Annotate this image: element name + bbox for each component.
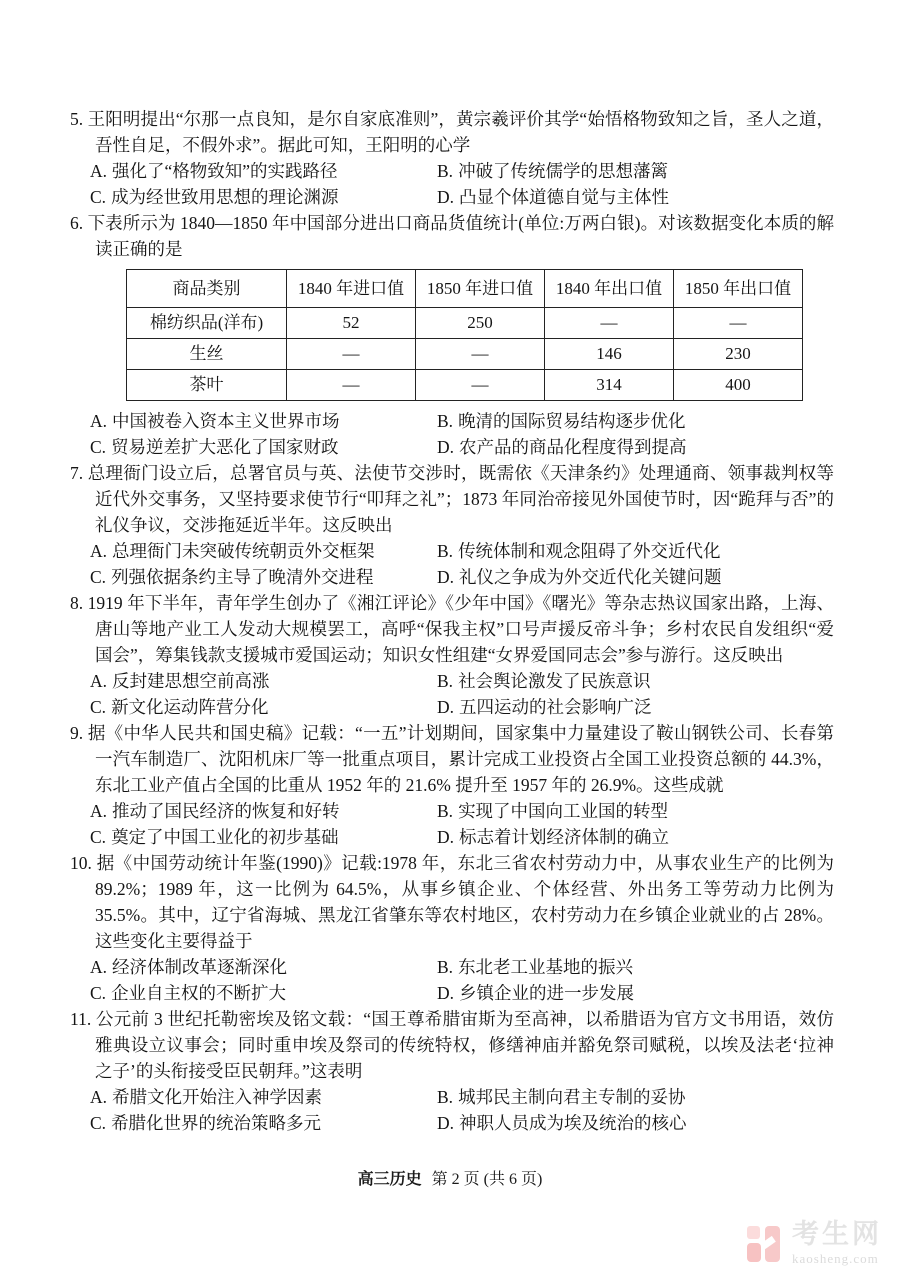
option-row xyxy=(70,408,834,434)
question-stem-text: 据《中国劳动统计年鉴(1990)》记载:1978 年，东北三省农村劳动力中，从事农业生产的比例为 89.2%；1989 年，这一比例为 64.5%，从事乡镇企业、个体经营、外出务工等劳动力比例为 35.5%。其中，辽宁省海城、黑龙江省肇东等农村地区，农村劳动力在乡镇企业就业的占 28%。这些变化主要得益于 xyxy=(95,853,835,951)
option-d xyxy=(437,1110,834,1136)
option-text: 晚清的国际贸易结构逐步优化 xyxy=(458,411,686,431)
option-label: D. xyxy=(437,437,455,457)
option-text: 中国被卷入资本主义世界市场 xyxy=(112,411,340,431)
question-8 xyxy=(70,590,834,720)
watermark-text xyxy=(792,1221,882,1265)
option-text: 神职人员成为埃及统治的核心 xyxy=(459,1113,687,1133)
option-label: D. xyxy=(437,567,455,587)
option-text: 推动了国民经济的恢复和好转 xyxy=(112,801,340,821)
question-9 xyxy=(70,720,834,850)
option-label: C. xyxy=(90,567,107,587)
option-text: 社会舆论激发了民族意识 xyxy=(458,671,651,691)
option-text: 总理衙门未突破传统朝贡外交框架 xyxy=(112,541,375,561)
question-6 xyxy=(70,210,834,460)
option-text: 反封建思想空前高涨 xyxy=(112,671,270,691)
question-stem xyxy=(70,720,834,798)
option-a xyxy=(90,954,437,980)
option-c xyxy=(90,564,437,590)
option-text: 奠定了中国工业化的初步基础 xyxy=(111,827,339,847)
option-label: A. xyxy=(90,541,108,561)
option-text: 企业自主权的不断扩大 xyxy=(111,983,287,1003)
option-c xyxy=(90,824,437,850)
table-row xyxy=(127,339,803,370)
option-label: D. xyxy=(437,827,455,847)
table-header-cell: 1850 年出口值 xyxy=(674,270,803,308)
option-text: 凸显个体道德自觉与主体性 xyxy=(459,187,670,207)
table-cell: 茶叶 xyxy=(127,370,287,401)
option-label: C. xyxy=(90,1113,107,1133)
option-text: 农产品的商品化程度得到提高 xyxy=(459,437,687,457)
option-text: 列强依据条约主导了晚清外交进程 xyxy=(111,567,374,587)
option-b xyxy=(437,1084,834,1110)
option-row xyxy=(70,954,834,980)
option-d xyxy=(437,184,834,210)
option-row xyxy=(70,824,834,850)
table-header-cell: 1850 年进口值 xyxy=(416,270,545,308)
option-text: 礼仪之争成为外交近代化关键问题 xyxy=(459,567,722,587)
trade-statistics-table xyxy=(126,269,803,401)
option-label: B. xyxy=(437,541,454,561)
option-b xyxy=(437,538,834,564)
option-label: A. xyxy=(90,161,108,181)
kaosheng-logo-icon xyxy=(747,1222,783,1264)
question-number: 5. xyxy=(70,109,84,129)
watermark-brand: 考生网 xyxy=(792,1219,882,1249)
option-a xyxy=(90,158,437,184)
option-text: 强化了“格物致知”的实践路径 xyxy=(112,161,338,181)
option-row xyxy=(70,538,834,564)
question-stem xyxy=(70,210,834,262)
option-d xyxy=(437,824,834,850)
option-d xyxy=(437,980,834,1006)
option-text: 标志着计划经济体制的确立 xyxy=(459,827,670,847)
option-label: C. xyxy=(90,827,107,847)
question-stem-text: 公元前 3 世纪托勒密埃及铭文载：“国王尊希腊宙斯为至高神，以希腊语为官方文书用语，效仿雅典设立议事会；同时重申埃及祭司的传统特权，修缮神庙并豁免祭司赋税，以埃及法老‘拉神之子’的头衔接受臣民朝拜。”这表明 xyxy=(95,1009,835,1081)
option-text: 冲破了传统儒学的思想藩篱 xyxy=(458,161,669,181)
table-cell: 314 xyxy=(545,370,674,401)
option-row xyxy=(70,1084,834,1110)
question-stem xyxy=(70,850,834,954)
option-d xyxy=(437,694,834,720)
table-cell: 146 xyxy=(545,339,674,370)
option-b xyxy=(437,798,834,824)
option-text: 新文化运动阵营分化 xyxy=(111,697,269,717)
option-text: 希腊化世界的统治策略多元 xyxy=(111,1113,322,1133)
option-label: B. xyxy=(437,1087,454,1107)
question-number: 9. xyxy=(70,723,84,743)
option-row xyxy=(70,434,834,460)
table-cell: 生丝 xyxy=(127,339,287,370)
option-row xyxy=(70,564,834,590)
option-d xyxy=(437,564,834,590)
option-label: B. xyxy=(437,411,454,431)
option-c xyxy=(90,184,437,210)
question-stem xyxy=(70,106,834,158)
table-cell: — xyxy=(416,370,545,401)
option-label: C. xyxy=(90,437,107,457)
table-header-cell: 1840 年出口值 xyxy=(545,270,674,308)
option-text: 五四运动的社会影响广泛 xyxy=(459,697,652,717)
question-stem-text: 1919 年下半年，青年学生创办了《湘江评论》《少年中国》《曙光》等杂志热议国家出路，上海、唐山等地产业工人发动大规模罢工，高呼“保我主权”口号声援反帝斗争；乡村农民自发组织“爱国会”，筹集钱款支援城市爱国运动；知识女性组建“女界爱国同志会”参与游行。这反映出 xyxy=(87,593,834,665)
question-5 xyxy=(70,106,834,210)
option-label: D. xyxy=(437,187,455,207)
option-text: 实现了中国向工业国的转型 xyxy=(458,801,669,821)
table-cell: — xyxy=(674,308,803,339)
option-a xyxy=(90,408,437,434)
option-label: B. xyxy=(437,801,454,821)
table-header-cell: 商品类别 xyxy=(127,270,287,308)
option-text: 成为经世致用思想的理论渊源 xyxy=(111,187,339,207)
option-text: 贸易逆差扩大恶化了国家财政 xyxy=(111,437,339,457)
option-label: A. xyxy=(90,411,108,431)
question-stem xyxy=(70,460,834,538)
question-11 xyxy=(70,1006,834,1136)
question-stem-text: 王阳明提出“尔那一点良知，是尔自家底准则”，黄宗羲评价其学“始悟格物致知之旨，圣人之道，吾性自足，不假外求”。据此可知，王阳明的心学 xyxy=(87,109,834,155)
option-text: 经济体制改革逐渐深化 xyxy=(112,957,288,977)
option-text: 希腊文化开始注入神学因素 xyxy=(112,1087,323,1107)
footer-page-number: 第 2 页 (共 6 页) xyxy=(431,1171,543,1188)
question-stem-text: 总理衙门设立后，总署官员与英、法使节交涉时，既需依《天津条约》处理通商、领事裁判权等近代外交事务，又坚持要求使节行“叩拜之礼”；1873 年同治帝接见外国使节时，因“跪拜与否”的礼仪争议，交涉拖延近半年。这反映出 xyxy=(87,463,835,535)
question-10 xyxy=(70,850,834,1006)
option-label: A. xyxy=(90,671,108,691)
option-label: D. xyxy=(437,983,455,1003)
option-c xyxy=(90,1110,437,1136)
option-b xyxy=(437,668,834,694)
table-row xyxy=(127,370,803,401)
option-label: B. xyxy=(437,957,454,977)
option-c xyxy=(90,980,437,1006)
option-label: C. xyxy=(90,187,107,207)
table-row xyxy=(127,308,803,339)
option-a xyxy=(90,798,437,824)
question-number: 6. xyxy=(70,213,84,233)
question-stem xyxy=(70,590,834,668)
watermark-url: kaosheng.com xyxy=(792,1251,879,1266)
option-row xyxy=(70,184,834,210)
table-cell: 400 xyxy=(674,370,803,401)
option-label: D. xyxy=(437,1113,455,1133)
option-row xyxy=(70,158,834,184)
option-a xyxy=(90,1084,437,1110)
option-text: 城邦民主制向君主专制的妥协 xyxy=(458,1087,686,1107)
table-cell: — xyxy=(416,339,545,370)
option-text: 乡镇企业的进一步发展 xyxy=(459,983,635,1003)
table-header-cell: 1840 年进口值 xyxy=(287,270,416,308)
option-a xyxy=(90,668,437,694)
option-d xyxy=(437,434,834,460)
option-c xyxy=(90,694,437,720)
option-row xyxy=(70,1110,834,1136)
option-text: 东北老工业基地的振兴 xyxy=(458,957,634,977)
option-b xyxy=(437,408,834,434)
option-label: C. xyxy=(90,697,107,717)
table-cell: — xyxy=(545,308,674,339)
question-number: 11. xyxy=(70,1009,92,1029)
footer-subject-label: 高三历史 xyxy=(357,1171,422,1188)
option-label: C. xyxy=(90,983,107,1003)
option-row xyxy=(70,694,834,720)
table-cell: 230 xyxy=(674,339,803,370)
option-row xyxy=(70,980,834,1006)
question-stem xyxy=(70,1006,834,1084)
question-stem-text: 据《中华人民共和国史稿》记载：“一五”计划期间，国家集中力量建设了鞍山钢铁公司、长春第一汽车制造厂、沈阳机床厂等一批重点项目，累计完成工业投资占全国工业投资总额的 44.3%，东北工业产值占全国的比重从 1952 年的 21.6% 提升至 1957 年的 26.9%。这些成就 xyxy=(87,723,834,795)
table-cell: 棉纺织品(洋布) xyxy=(127,308,287,339)
option-label: B. xyxy=(437,671,454,691)
page-footer xyxy=(0,1167,900,1193)
option-row xyxy=(70,798,834,824)
table-cell: 52 xyxy=(287,308,416,339)
table-cell: 250 xyxy=(416,308,545,339)
option-label: D. xyxy=(437,697,455,717)
option-c xyxy=(90,434,437,460)
question-7 xyxy=(70,460,834,590)
option-label: B. xyxy=(437,161,454,181)
option-b xyxy=(437,158,834,184)
table-header-row xyxy=(127,270,803,308)
option-label: A. xyxy=(90,957,108,977)
question-number: 8. xyxy=(70,593,84,613)
option-row xyxy=(70,668,834,694)
option-text: 传统体制和观念阻碍了外交近代化 xyxy=(458,541,721,561)
option-label: A. xyxy=(90,1087,108,1107)
option-b xyxy=(437,954,834,980)
question-number: 10. xyxy=(70,853,92,873)
question-stem-text: 下表所示为 1840—1850 年中国部分进出口商品货值统计(单位:万两白银)。对该数据变化本质的解读正确的是 xyxy=(87,213,835,259)
option-a xyxy=(90,538,437,564)
table-cell: — xyxy=(287,370,416,401)
table-cell: — xyxy=(287,339,416,370)
question-number: 7. xyxy=(70,463,84,483)
kaosheng-watermark xyxy=(747,1221,882,1265)
option-label: A. xyxy=(90,801,108,821)
